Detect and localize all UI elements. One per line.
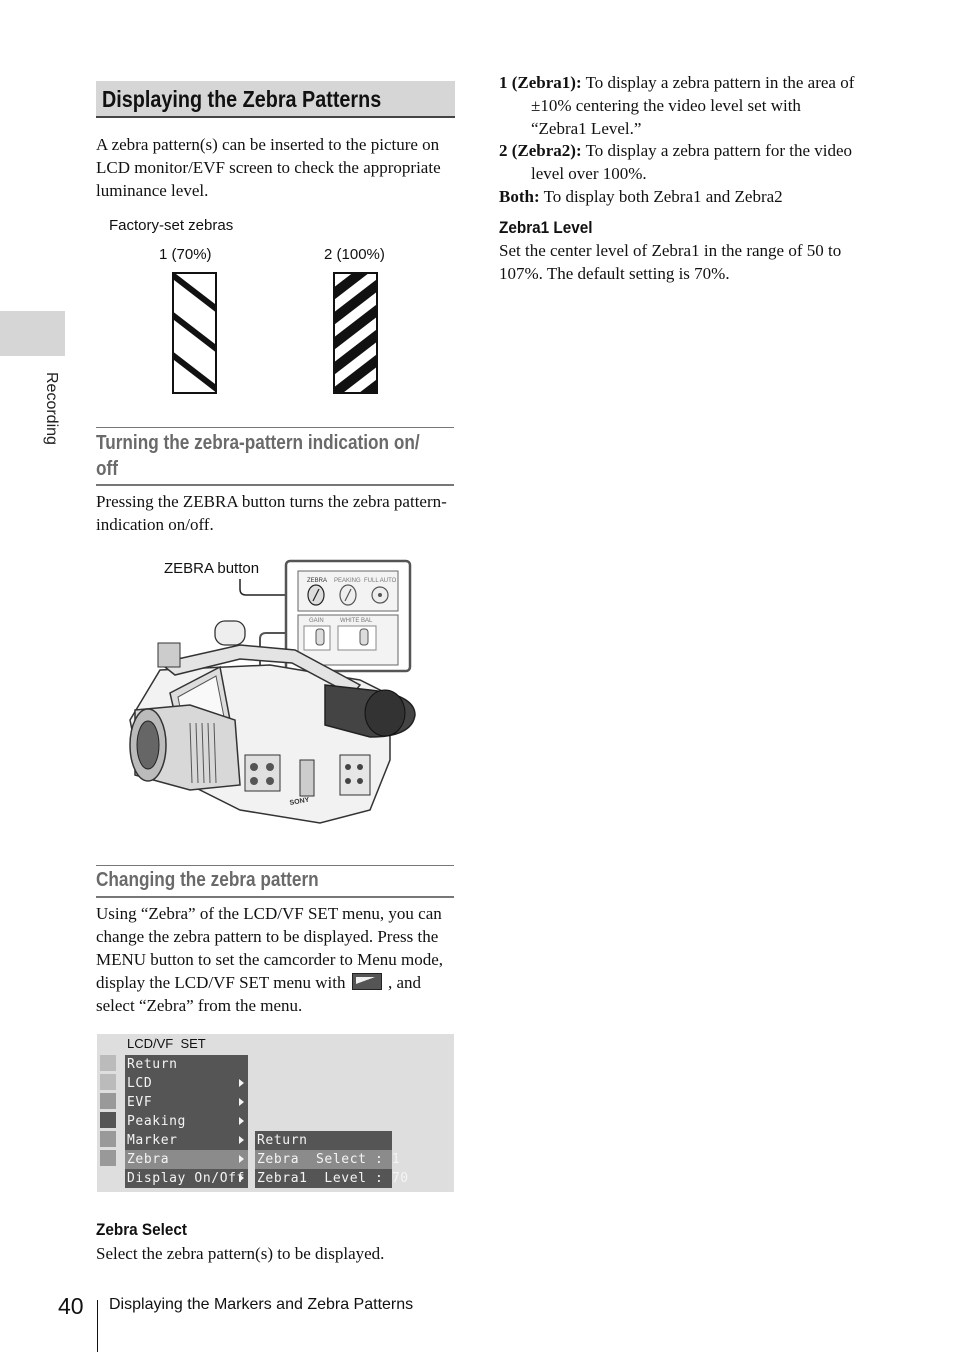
option-zebra1: 1 (Zebra1): To display a zebra pattern in the area of ±10% centering the video level set with “Zebra1 Level.”: [499, 73, 855, 138]
zebra1-label: 1 (70%): [159, 246, 212, 263]
page-number: 40: [58, 1293, 84, 1319]
svg-text:SONY: SONY: [289, 796, 310, 807]
menu-icon-column: [100, 1055, 116, 1169]
footer-rule: [97, 1300, 98, 1352]
menu-item-evf[interactable]: EVF: [125, 1093, 248, 1112]
zebra1-level-body: Set the center level of Zebra1 in the range of 50 to 107%. The default setting is 70%.: [499, 241, 842, 283]
lcd-vf-icon: [100, 1112, 116, 1128]
zebra-select-body: Select the zebra pattern(s) to be displayed.: [96, 1244, 385, 1263]
menu-icon: [352, 973, 382, 990]
section2-body: Using “Zebra” of the LCD/VF SET menu, you can change the zebra pattern to be displayed. Press the MENU button to set the camcorder to Menu mode, display the LCD/VF SET menu with , and select “Zebra” from the menu.: [96, 904, 444, 1015]
tc-icon: [100, 1131, 116, 1147]
section2-heading: Changing the zebra pattern: [96, 865, 454, 898]
side-label: Recording: [43, 372, 60, 445]
menu-title: LCD/VF SET: [127, 1036, 206, 1051]
footer-section-title: Displaying the Markers and Zebra Patterns: [109, 1296, 414, 1313]
option-both: Both: To display both Zebra1 and Zebra2: [499, 187, 783, 206]
submenu-item-zebra1-level[interactable]: Zebra1 Level : 70: [257, 1171, 409, 1186]
zebra1-swatch: [172, 272, 217, 394]
side-tab: [0, 311, 65, 356]
menu-item-return[interactable]: Return: [125, 1055, 248, 1074]
svg-text:WHITE BAL: WHITE BAL: [340, 618, 373, 624]
submenu-item-return[interactable]: Return: [255, 1131, 392, 1150]
audio-icon: [100, 1074, 116, 1090]
section1-body: Pressing the ZEBRA button turns the zebra pattern-indication on/off.: [96, 492, 447, 534]
svg-text:PEAKING: PEAKING: [334, 578, 361, 584]
section1-heading: Turning the zebra-pattern indication on/ off: [96, 427, 454, 486]
zebra1-level-heading: Zebra1 Level: [499, 218, 593, 237]
menu-item-display-onoff[interactable]: Display On/Off: [125, 1169, 248, 1188]
menu-item-marker[interactable]: Marker: [125, 1131, 248, 1150]
zebra-button-callout: ZEBRA button: [164, 560, 260, 577]
camcorder-illustration: [120, 555, 420, 830]
svg-text:GAIN: GAIN: [309, 618, 324, 624]
video-icon: [100, 1093, 116, 1109]
camera-icon: [100, 1055, 116, 1071]
menu-item-peaking[interactable]: Peaking: [125, 1112, 248, 1131]
option-zebra2: 2 (Zebra2): To display a zebra pattern for the video level over 100%.: [499, 141, 853, 183]
page-title: Displaying the Zebra Patterns: [96, 81, 455, 118]
svg-text:FULL AUTO: FULL AUTO: [364, 578, 397, 584]
menu-item-zebra[interactable]: Zebra: [125, 1150, 248, 1169]
zebra2-label: 2 (100%): [324, 246, 385, 263]
svg-text:ZEBRA: ZEBRA: [307, 578, 328, 584]
menu-item-lcd[interactable]: LCD: [125, 1074, 248, 1093]
menu-screenshot: [97, 1034, 454, 1192]
zebra-select-heading: Zebra Select: [96, 1220, 187, 1239]
submenu-item-zebra-select[interactable]: Zebra Select : 1: [257, 1152, 401, 1167]
others-icon: [100, 1150, 116, 1166]
zebra2-swatch: [333, 272, 378, 394]
intro-paragraph: A zebra pattern(s) can be inserted to the picture on LCD monitor/EVF screen to check the appropriate luminance level.: [96, 135, 441, 200]
figure1-caption: Factory-set zebras: [109, 217, 234, 234]
